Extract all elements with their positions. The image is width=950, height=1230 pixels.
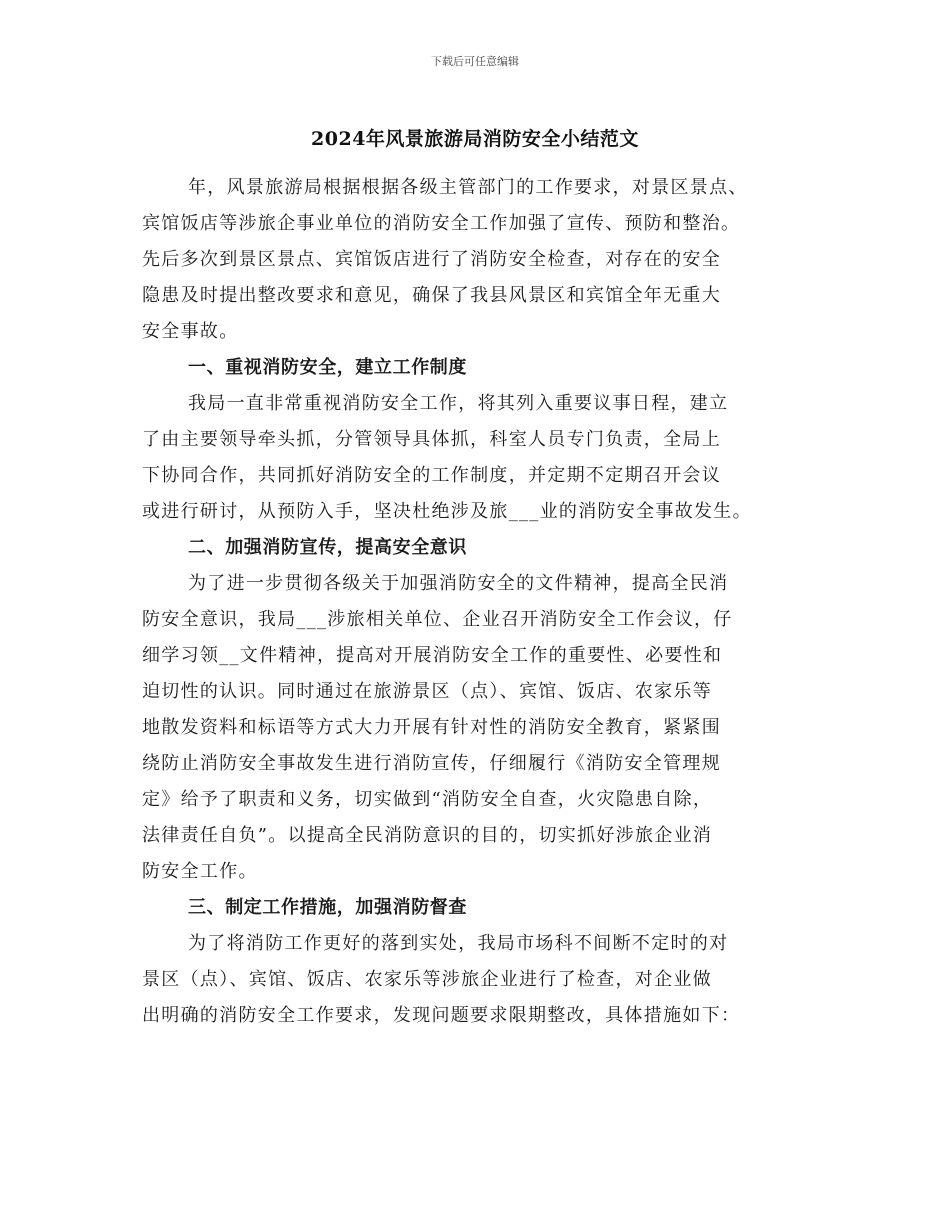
paragraph-line: 下协同合作，共同抓好消防安全的工作制度，并定期不定期召开会议 xyxy=(142,465,721,486)
paragraph-line: 宾馆饭店等涉旅企事业单位的消防安全工作加强了宣传、预防和整治。 xyxy=(142,213,741,234)
header-note: 下载后可任意编辑 xyxy=(431,55,519,68)
paragraph-line: 我局一直非常重视消防安全工作，将其列入重要议事日程，建立 xyxy=(188,393,729,414)
paragraph-line: 了由主要领导牵头抓，分管领导具体抓，科室人员专门负责，全局上 xyxy=(142,429,721,450)
section-heading: 三、制定工作措施，加强消防督查 xyxy=(188,897,467,918)
paragraph-line: 法律责任自负”。以提高全民消防意识的目的，切实抓好涉旅企业消 xyxy=(142,825,713,846)
paragraph-line: 地散发资料和标语等方式大力开展有针对性的消防安全教育，紧紧围 xyxy=(142,717,721,738)
paragraph-line: 出明确的消防安全工作要求，发现问题要求限期整改，具体措施如下： xyxy=(142,1005,741,1026)
paragraph-line: 细学习领__文件精神，提高对开展消防安全工作的重要性、必要性和 xyxy=(142,645,723,666)
paragraph-line: 为了进一步贯彻各级关于加强消防安全的文件精神，提高全民消 xyxy=(188,573,729,594)
paragraph-line: 为了将消防工作更好的落到实处，我局市场科不间断不定时的对 xyxy=(188,933,729,954)
section-heading: 一、重视消防安全，建立工作制度 xyxy=(188,357,467,378)
paragraph-line: 或进行研讨，从预防入手，坚决杜绝涉及旅___业的消防安全事故发生。 xyxy=(142,501,752,522)
document-body xyxy=(142,170,808,1034)
paragraph-line: 绕防止消防安全事故发生进行消防宣传，仔细履行《消防安全管理规 xyxy=(142,753,721,774)
paragraph-line: 先后多次到景区景点、宾馆饭店进行了消防安全检查，对存在的安全 xyxy=(142,249,721,270)
paragraph-line: 定》给予了职责和义务，切实做到“消防安全自查，火灾隐患自除， xyxy=(142,789,713,810)
paragraph-line: 迫切性的认识。同时通过在旅游景区（点）、宾馆、饭店、农家乐等 xyxy=(142,681,712,702)
paragraph-line: 年，风景旅游局根据根据各级主管部门的工作要求，对景区景点、 xyxy=(188,177,748,198)
paragraph-line: 安全事故。 xyxy=(142,321,239,342)
paragraph-line: 景区（点）、宾馆、饭店、农家乐等涉旅企业进行了检查，对企业做 xyxy=(142,969,712,990)
document-title: 2024年风景旅游局消防安全小结范文 xyxy=(311,128,639,150)
paragraph-line: 防安全意识，我局___涉旅相关单位、企业召开消防安全工作会议，仔 xyxy=(142,609,733,630)
section-heading: 二、加强消防宣传，提高安全意识 xyxy=(188,537,467,558)
paragraph-line: 防安全工作。 xyxy=(142,861,258,882)
paragraph-line: 隐患及时提出整改要求和意见，确保了我县风景区和宾馆全年无重大 xyxy=(142,285,721,306)
